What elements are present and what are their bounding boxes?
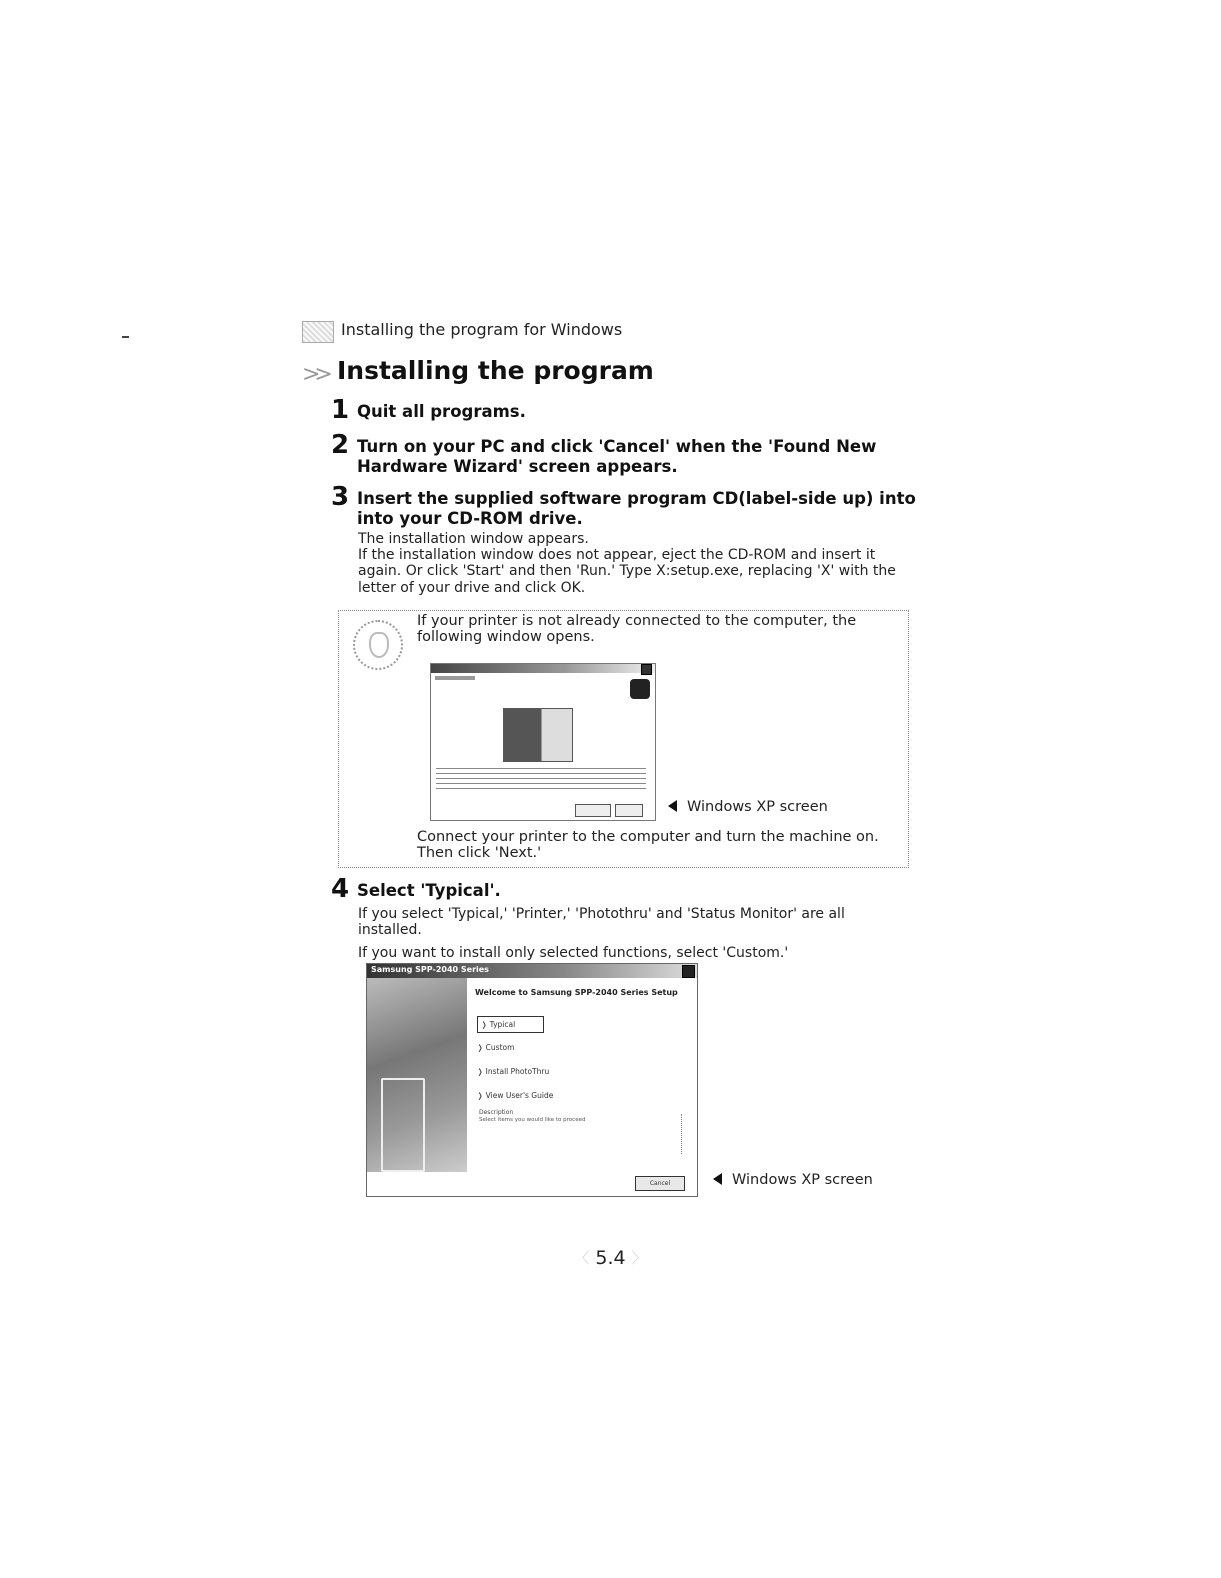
note-after-line2: Then click 'Next.' xyxy=(417,845,542,861)
step-3-body-line: letter of your drive and click OK. xyxy=(358,580,586,596)
install-photothru-option: ❭ Install PhotoThru xyxy=(477,1067,550,1076)
window-subtitle xyxy=(435,676,475,680)
margin-mark xyxy=(122,336,129,338)
step-3-number: 3 xyxy=(331,482,350,512)
welcome-text: Welcome to Samsung SPP-2040 Series Setup xyxy=(475,988,678,997)
caption-pointer-icon xyxy=(713,1173,722,1185)
custom-option: ❭ Custom xyxy=(477,1043,515,1052)
description-label: Description xyxy=(479,1109,514,1116)
window-titlebar xyxy=(431,664,655,673)
header-icon xyxy=(302,321,334,343)
cancel-button xyxy=(615,804,643,817)
description-text: Select items you would like to proceed xyxy=(479,1117,586,1123)
step-4-title: Select 'Typical'. xyxy=(357,881,501,900)
section-arrow-icon: >> xyxy=(302,362,327,387)
step-4-number: 4 xyxy=(331,874,350,904)
note-icon xyxy=(353,620,403,670)
step-3-title-line1: Insert the supplied software program CD(label-side up) into xyxy=(357,489,916,508)
step-2-title-line1: Turn on your PC and click 'Cancel' when the 'Found New xyxy=(357,437,877,456)
printer-connection-image xyxy=(503,708,573,762)
typical-option: ❭ Typical xyxy=(477,1016,544,1033)
screenshot-caption: Windows XP screen xyxy=(713,1172,873,1188)
connect-device-screenshot xyxy=(430,663,656,821)
step-2-title-line2: Hardware Wizard' screen appears. xyxy=(357,457,678,476)
header-label: Installing the program for Windows xyxy=(341,320,623,339)
note-text-line2: following window opens. xyxy=(417,629,595,645)
step-3-title-line2: into your CD-ROM drive. xyxy=(357,509,583,528)
step-4-body-line: If you select 'Typical,' 'Printer,' 'Photothru' and 'Status Monitor' are all xyxy=(358,906,845,922)
step-2-number: 2 xyxy=(331,430,350,460)
down-arrow-icon xyxy=(381,1078,425,1172)
description-border xyxy=(681,1114,683,1154)
screenshot-caption: Windows XP screen xyxy=(668,799,828,815)
setup-typical-screenshot xyxy=(366,963,698,1197)
step-3-body-line: If the installation window does not appear, eject the CD-ROM and insert it xyxy=(358,547,876,563)
samsung-logo-icon xyxy=(630,679,650,699)
setup-side-image xyxy=(367,978,467,1172)
note-after-line1: Connect your printer to the computer and turn the machine on. xyxy=(417,829,879,845)
step-1-title: Quit all programs. xyxy=(357,402,526,421)
page-next-icon: 〉 xyxy=(631,1249,647,1267)
section-title: Installing the program xyxy=(337,356,654,385)
cancel-button: Cancel xyxy=(635,1176,685,1191)
step-4-body-line: If you want to install only selected functions, select 'Custom.' xyxy=(358,945,789,961)
next-button xyxy=(575,804,611,817)
window-text-lines xyxy=(436,768,646,790)
window-title: Samsung SPP-2040 Series xyxy=(371,965,489,974)
note-text-line1: If your printer is not already connected to the computer, the xyxy=(417,613,857,629)
close-icon xyxy=(682,965,695,978)
window-titlebar xyxy=(367,964,697,978)
page-number: 〈 5.4 〉 xyxy=(574,1247,647,1269)
close-icon xyxy=(641,664,652,675)
view-users-guide-option: ❭ View User's Guide xyxy=(477,1091,554,1100)
step-3-body-line: The installation window appears. xyxy=(358,531,589,547)
step-1-number: 1 xyxy=(331,395,350,425)
caption-pointer-icon xyxy=(668,800,677,812)
step-3-body-line: again. Or click 'Start' and then 'Run.' Type X:setup.exe, replacing 'X' with the xyxy=(358,563,896,579)
step-4-body-line: installed. xyxy=(358,922,422,938)
page-prev-icon: 〈 xyxy=(574,1249,590,1267)
